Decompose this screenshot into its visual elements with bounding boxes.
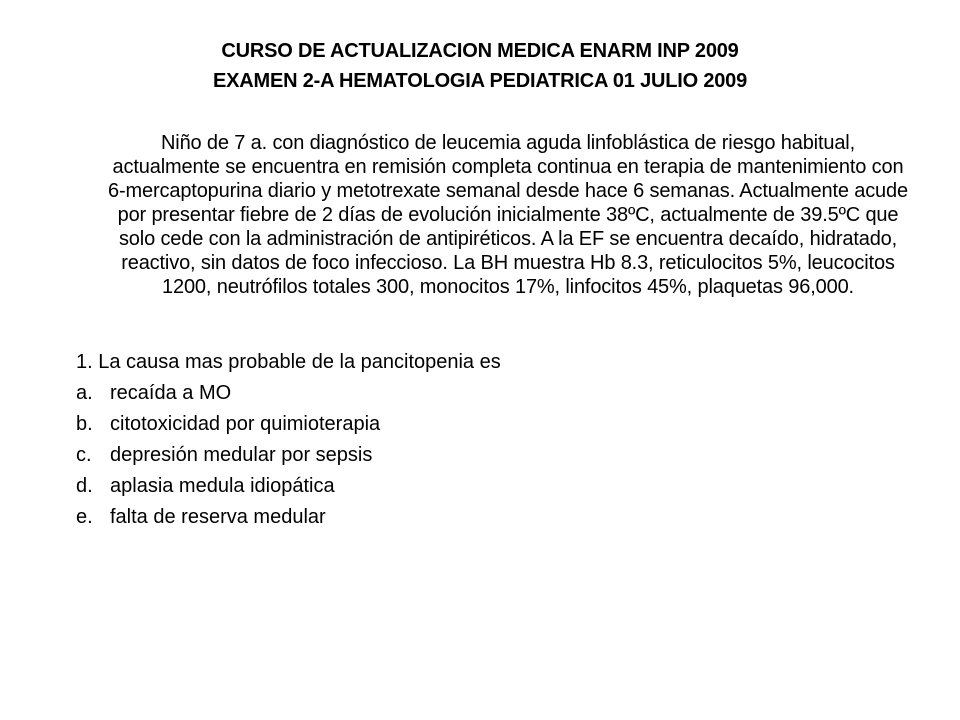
clinical-case-text: Niño de 7 a. con diagnóstico de leucemia aguda linfoblástica de riesgo habitual, actualmente se encuentra en remisión completa continua en terapia de mantenimiento con 6-mercaptopurina diario y metotrexate semanal desde hace 6 semanas. Actualmente acude por presentar fiebre de 2 días de evolución inicialmente 38ºC, actualmente de 39.5ºC que solo cede con la administración de antipiréticos. A la EF se encuentra decaído, hidratado, reactivo, sin datos de foco infeccioso. La BH muestra Hb 8.3, reticulocitos 5%, leucocitos 1200, neutrófilos totales 300, monocitos 17%, linfocitos 45%, plaquetas 96,000. <box>108 132 908 298</box>
option-e <box>76 505 380 536</box>
option-c <box>76 443 380 474</box>
question-stem: 1. La causa mas probable de la pancitopenia es <box>76 351 501 373</box>
option-a <box>76 381 380 412</box>
option-text: depresión medular por sepsis <box>110 444 373 466</box>
option-text: recaída a MO <box>110 382 232 404</box>
option-letter: c. <box>76 444 92 466</box>
slide-title <box>0 36 960 96</box>
option-d <box>76 474 380 505</box>
title-line-exam: EXAMEN 2-A HEMATOLOGIA PEDIATRICA 01 JULIO 2009 <box>212 70 748 92</box>
option-text: falta de reserva medular <box>110 506 326 528</box>
title-line-course: CURSO DE ACTUALIZACION MEDICA ENARM INP 2009 <box>221 40 739 62</box>
option-letter: d. <box>76 475 93 497</box>
option-letter: a. <box>76 382 93 404</box>
option-b <box>76 412 380 443</box>
option-text: citotoxicidad por quimioterapia <box>110 413 381 435</box>
option-text: aplasia medula idiopática <box>110 475 335 497</box>
option-letter: e. <box>76 506 93 528</box>
option-letter: b. <box>76 413 93 435</box>
answer-options <box>76 381 380 536</box>
